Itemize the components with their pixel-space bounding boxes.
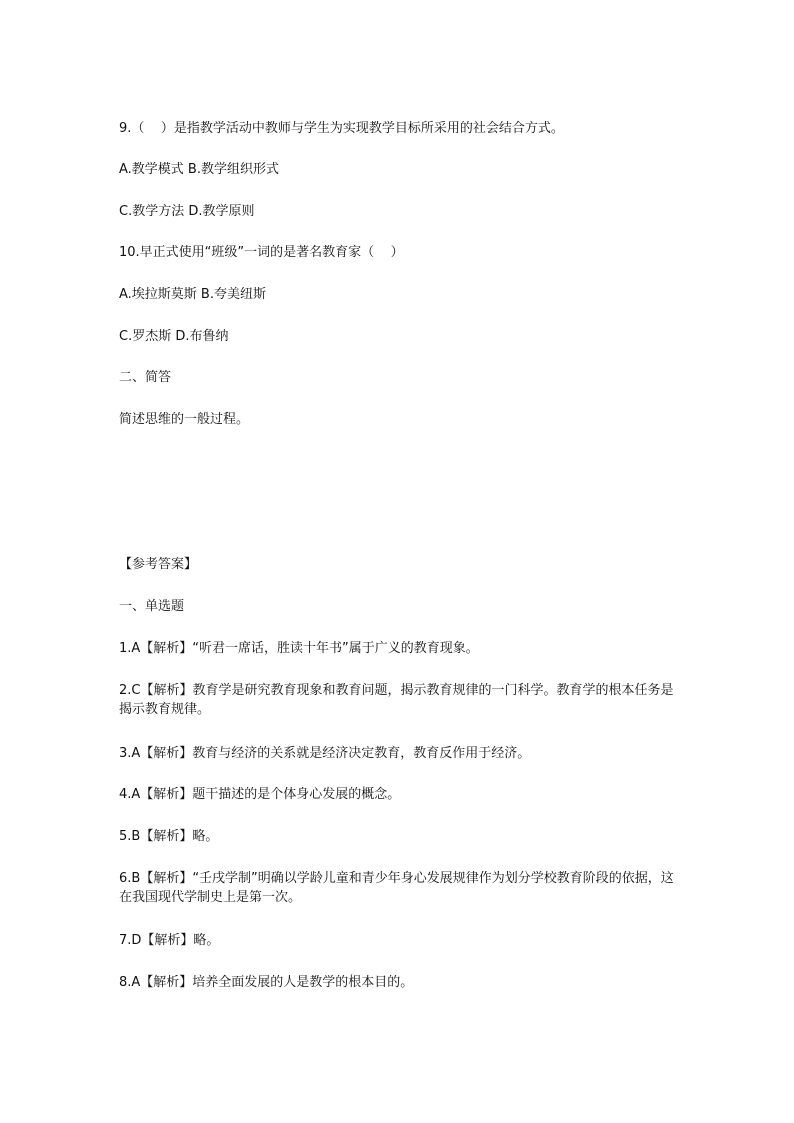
answer-item-8: 8.A【解析】培养全面发展的人是教学的根本目的。 (119, 975, 414, 990)
answer-item-4: 4.A【解析】题干描述的是个体身心发展的概念。 (119, 787, 401, 802)
answer-item-6: 6.B【解析】“壬戌学制”明确以学龄儿童和青少年身心发展规律作为划分学校教育阶段的依据，这在我国现代学制史上是第一次。 (119, 871, 674, 905)
question-10-options-ab: A.埃拉斯莫斯 B.夸美纽斯 (119, 287, 266, 302)
answer-item-3: 3.A【解析】教育与经济的关系就是经济决定教育，教育反作用于经济。 (119, 746, 531, 761)
answer-section-heading: 一、单选题 (119, 599, 185, 614)
answer-item-1: 1.A【解析】“听君一席话，胜读十年书”属于广义的教育现象。 (119, 641, 479, 656)
short-answer-prompt: 简述思维的一般过程。 (119, 412, 250, 427)
answer-item-2: 2.C【解析】教育学是研究教育现象和教育问题，揭示教育规律的一门科学。教育学的根本任务是揭示教育规律。 (119, 683, 674, 717)
question-10-stem: 10.早正式使用“班级”一词的是著名教育家（ ） (119, 245, 404, 260)
answer-item-5: 5.B【解析】略。 (119, 829, 219, 844)
question-9-options-ab: A.教学模式 B.教学组织形式 (119, 162, 279, 177)
short-answer-heading: 二、简答 (119, 370, 172, 385)
answer-key-heading: 【参考答案】 (119, 557, 198, 572)
question-9-stem: 9.（ ）是指教学活动中教师与学生为实现教学目标所采用的社会结合方式。 (119, 121, 564, 136)
question-10-options-cd: C.罗杰斯 D.布鲁纳 (119, 329, 229, 344)
question-9-options-cd: C.教学方法 D.教学原则 (119, 204, 255, 219)
answer-item-7: 7.D【解析】略。 (119, 933, 220, 948)
